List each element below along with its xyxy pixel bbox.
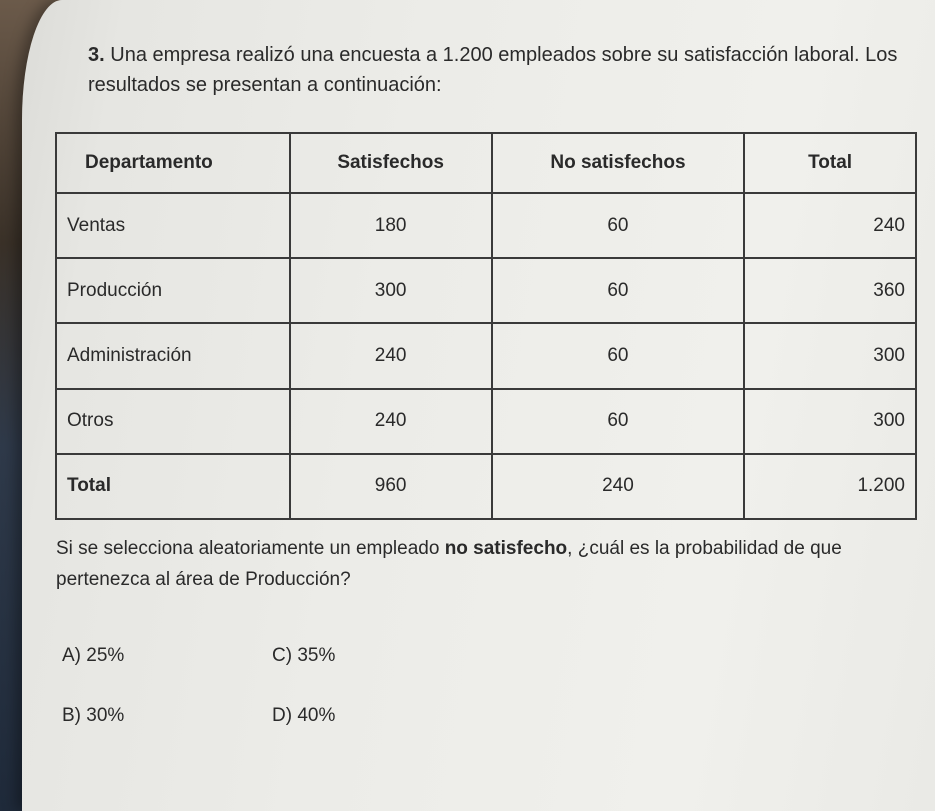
- survey-table: [55, 132, 917, 520]
- cell-dept: Ventas: [56, 193, 290, 258]
- cell-total: 300: [744, 389, 916, 454]
- header-departamento: Departamento: [56, 133, 290, 193]
- cell-no-satisfechos: 60: [492, 258, 745, 323]
- table-row: [56, 389, 916, 454]
- cell-dept: Producción: [56, 258, 290, 323]
- cell-satisfechos: 240: [290, 323, 492, 388]
- question-number: 3.: [88, 44, 105, 66]
- cell-no-satisfechos: 60: [492, 193, 745, 258]
- table-total-row: [56, 454, 916, 519]
- header-no-satisfechos: No satisfechos: [492, 133, 745, 193]
- cell-satisfechos: 300: [290, 258, 492, 323]
- cell-total: 360: [744, 258, 916, 323]
- option-d[interactable]: D) 40%: [272, 705, 336, 726]
- header-total: Total: [744, 133, 916, 193]
- table-header-row: [56, 133, 916, 193]
- question-intro-text: Una empresa realizó una encuesta a 1.200 empleados sobre su satisfacción laboral. Los resultados se presentan a continuación:: [88, 44, 898, 96]
- cell-dept: Otros: [56, 389, 290, 454]
- cell-no-satisfechos: 240: [492, 454, 745, 519]
- table-row: [56, 258, 916, 323]
- table-row: [56, 323, 916, 388]
- cell-satisfechos: 960: [290, 454, 492, 519]
- cell-satisfechos: 180: [290, 193, 492, 258]
- cell-no-satisfechos: 60: [492, 389, 745, 454]
- cell-dept: Total: [56, 454, 290, 519]
- option-b[interactable]: B) 30%: [62, 705, 125, 726]
- cell-satisfechos: 240: [290, 389, 492, 454]
- prompt-emphasis: no satisfecho: [444, 538, 568, 559]
- cell-dept: Administración: [56, 323, 290, 388]
- option-a[interactable]: A) 25%: [62, 645, 125, 666]
- question-prompt: [56, 533, 906, 595]
- cell-total: 240: [744, 193, 916, 258]
- cell-total: 300: [744, 323, 916, 388]
- option-c[interactable]: C) 35%: [272, 645, 336, 666]
- prompt-text-before: Si se selecciona aleatoriamente un empleado: [56, 538, 445, 559]
- cell-total: 1.200: [744, 454, 916, 519]
- cell-no-satisfechos: 60: [492, 323, 745, 388]
- table-row: [56, 193, 916, 258]
- prompt-text-after: , ¿cuál es la probabilidad de que pertenezca al área de Producción?: [56, 538, 842, 590]
- question-intro: [88, 40, 923, 100]
- header-satisfechos: Satisfechos: [290, 133, 492, 193]
